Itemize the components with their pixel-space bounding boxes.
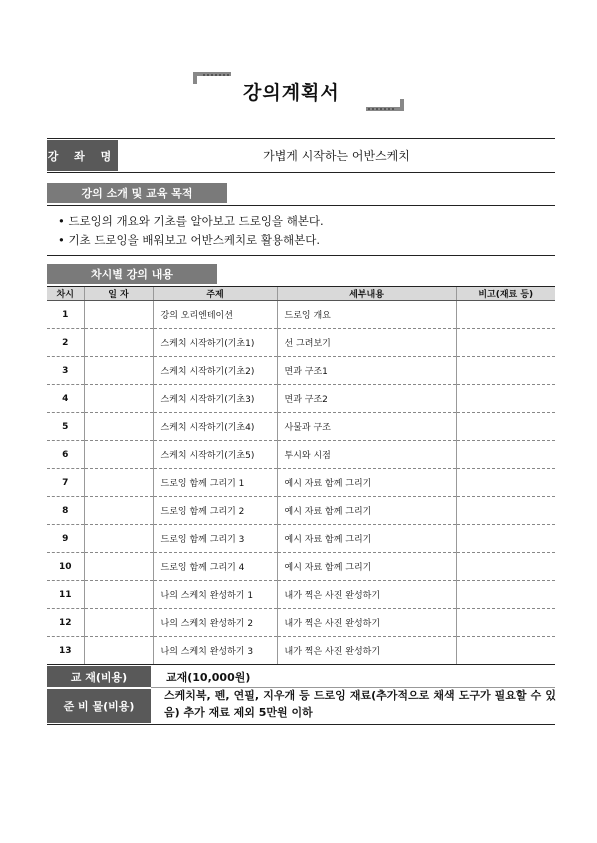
date-cell — [84, 301, 153, 329]
course-name-label: 강 좌 명 — [47, 140, 118, 171]
topic-cell: 나의 스케치 완성하기 3 — [153, 637, 277, 665]
table-row — [47, 581, 555, 609]
note-cell — [456, 413, 555, 441]
materials-label: 교 재(비용) — [47, 666, 151, 687]
course-name-value: 가볍게 시작하는 어반스케치 — [263, 149, 410, 163]
course-row-top-rule — [47, 138, 555, 139]
date-cell — [84, 581, 153, 609]
table-row — [47, 497, 555, 525]
date-cell — [84, 497, 153, 525]
intro-section-bottom-rule — [47, 255, 555, 256]
intro-bullet-list — [58, 212, 324, 250]
intro-section-heading: 강의 소개 및 교육 목적 — [47, 183, 227, 203]
table-row — [47, 609, 555, 637]
note-cell — [456, 581, 555, 609]
detail-cell: 선 그려보기 — [277, 329, 456, 357]
date-cell — [84, 441, 153, 469]
materials-value: 교재(10,000원) — [166, 670, 251, 684]
note-cell — [456, 301, 555, 329]
date-cell — [84, 329, 153, 357]
session-cell: 10 — [47, 553, 84, 581]
session-cell: 13 — [47, 637, 84, 665]
table-row — [47, 329, 555, 357]
preparation-value: 스케치북, 펜, 연필, 지우개 등 드로잉 재료(추가적으로 채색 도구가 필요할 수 있음) 추가 재료 제외 5만원 이하 — [164, 689, 556, 719]
session-cell: 1 — [47, 301, 84, 329]
schedule-table — [47, 286, 555, 665]
session-cell: 3 — [47, 357, 84, 385]
session-cell: 12 — [47, 609, 84, 637]
document-title: 강의계획서 — [243, 82, 340, 104]
date-cell — [84, 385, 153, 413]
session-cell: 11 — [47, 581, 84, 609]
topic-cell: 스케치 시작하기(기초4) — [153, 413, 277, 441]
session-cell: 8 — [47, 497, 84, 525]
title-bracket-top-dots — [203, 74, 229, 76]
footer-bottom-rule — [47, 724, 555, 725]
detail-cell: 내가 찍은 사진 완성하기 — [277, 581, 456, 609]
note-cell — [456, 609, 555, 637]
session-cell: 2 — [47, 329, 84, 357]
note-cell — [456, 357, 555, 385]
topic-cell: 드로잉 함께 그리기 3 — [153, 525, 277, 553]
col-header-note: 비고(재료 등) — [456, 287, 555, 301]
note-cell — [456, 497, 555, 525]
table-row — [47, 301, 555, 329]
note-cell — [456, 385, 555, 413]
topic-cell: 스케치 시작하기(기초3) — [153, 385, 277, 413]
topic-cell: 나의 스케치 완성하기 1 — [153, 581, 277, 609]
detail-cell: 예시 자료 함께 그리기 — [277, 525, 456, 553]
detail-cell: 예시 자료 함께 그리기 — [277, 469, 456, 497]
topic-cell: 강의 오리엔테이션 — [153, 301, 277, 329]
col-header-session: 차시 — [47, 287, 84, 301]
col-header-date: 일 자 — [84, 287, 153, 301]
topic-cell: 드로잉 함께 그리기 1 — [153, 469, 277, 497]
intro-bullet-item: • 드로잉의 개요와 기초를 알아보고 드로잉을 해본다. — [58, 212, 324, 231]
note-cell — [456, 441, 555, 469]
col-header-detail: 세부내용 — [277, 287, 456, 301]
date-cell — [84, 553, 153, 581]
table-row — [47, 469, 555, 497]
course-row-bottom-rule — [47, 172, 555, 173]
detail-cell: 내가 찍은 사진 완성하기 — [277, 637, 456, 665]
table-row — [47, 441, 555, 469]
title-bracket-bottom-right-vertical — [400, 99, 404, 111]
detail-cell: 드로잉 개요 — [277, 301, 456, 329]
detail-cell: 면과 구조2 — [277, 385, 456, 413]
session-cell: 9 — [47, 525, 84, 553]
note-cell — [456, 637, 555, 665]
detail-cell: 면과 구조1 — [277, 357, 456, 385]
schedule-header-row — [47, 287, 555, 301]
topic-cell: 스케치 시작하기(기초2) — [153, 357, 277, 385]
date-cell — [84, 525, 153, 553]
intro-bullet-item: • 기초 드로잉을 배워보고 어반스케치로 활용해본다. — [58, 231, 324, 250]
col-header-topic: 주제 — [153, 287, 277, 301]
topic-cell: 드로잉 함께 그리기 2 — [153, 497, 277, 525]
detail-cell: 예시 자료 함께 그리기 — [277, 553, 456, 581]
date-cell — [84, 469, 153, 497]
detail-cell: 예시 자료 함께 그리기 — [277, 497, 456, 525]
session-cell: 5 — [47, 413, 84, 441]
topic-cell: 드로잉 함께 그리기 4 — [153, 553, 277, 581]
detail-cell: 사물과 구조 — [277, 413, 456, 441]
table-row — [47, 525, 555, 553]
title-bracket-bottom-dots — [368, 108, 394, 110]
session-cell: 4 — [47, 385, 84, 413]
table-row — [47, 553, 555, 581]
preparation-label: 준 비 물(비용) — [47, 689, 151, 723]
detail-cell: 내가 찍은 사진 완성하기 — [277, 609, 456, 637]
date-cell — [84, 609, 153, 637]
date-cell — [84, 637, 153, 665]
date-cell — [84, 413, 153, 441]
session-cell: 6 — [47, 441, 84, 469]
table-row — [47, 385, 555, 413]
table-row — [47, 413, 555, 441]
topic-cell: 스케치 시작하기(기초1) — [153, 329, 277, 357]
detail-cell: 투시와 시점 — [277, 441, 456, 469]
table-row — [47, 637, 555, 665]
date-cell — [84, 357, 153, 385]
intro-section-rule — [47, 205, 555, 206]
session-cell: 7 — [47, 469, 84, 497]
topic-cell: 스케치 시작하기(기초5) — [153, 441, 277, 469]
title-bracket-top-left-vertical — [193, 72, 197, 84]
schedule-section-heading: 차시별 강의 내용 — [47, 264, 217, 284]
note-cell — [456, 553, 555, 581]
table-row — [47, 357, 555, 385]
note-cell — [456, 469, 555, 497]
topic-cell: 나의 스케치 완성하기 2 — [153, 609, 277, 637]
note-cell — [456, 329, 555, 357]
note-cell — [456, 525, 555, 553]
